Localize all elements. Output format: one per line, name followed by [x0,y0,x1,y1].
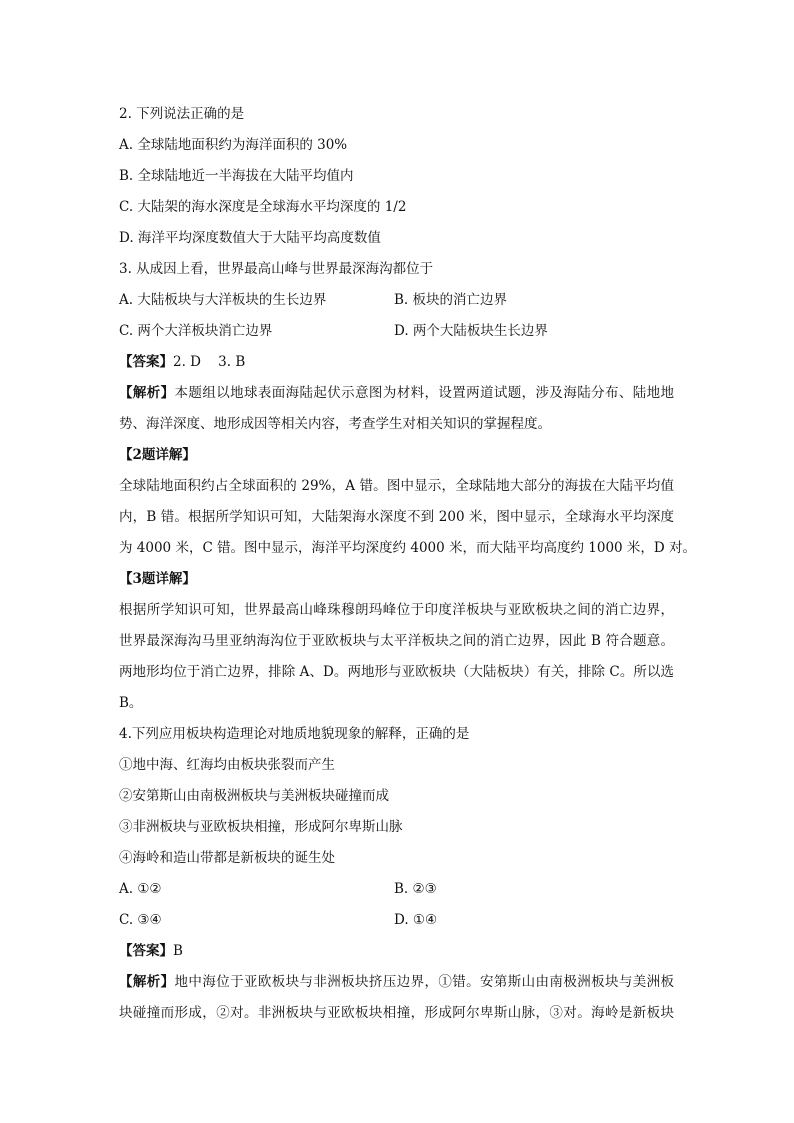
analysis-label: 【解析】 [119,385,175,401]
answer-text: B [173,943,183,959]
q3-option-b: B. 板块的消亡边界 [394,292,508,308]
q4-option-b: B. ②③ [394,881,437,897]
q4-option-d: D. ①④ [394,912,438,928]
q4-statement-2: ②安第斯山由南极洲板块与美洲板块碰撞而成 [119,788,389,804]
q4-statement-4: ④海岭和造山带都是新板块的诞生处 [119,850,335,866]
answer-text: 2. D 3. B [173,354,246,370]
q2-stem: 2. 下列说法正确的是 [119,106,245,122]
detail-3-line-2: 世界最深海沟马里亚纳海沟位于亚欧板块与太平洋板块之间的消亡边界，因此 B 符合题意。 [119,633,674,649]
q4-stem: 4.下列应用板块构造理论对地质地貌现象的解释，正确的是 [119,726,470,742]
detail-2-line-1: 全球陆地面积约占全球面积的 29%，A 错。图中显示，全球陆地大部分的海拔在大陆平均值 [119,478,674,494]
q2-option-b: B. 全球陆地近一半海拔在大陆平均值内 [119,168,354,184]
analysis-text: 本题组以地球表面海陆起伏示意图为材料，设置两道试题，涉及海陆分布、陆地地 [174,385,675,401]
detail-2-line-3: 为 4000 米，C 错。图中显示，海洋平均深度约 4000 米，而大陆平均高度约 1000 米，D 对。 [119,540,697,556]
analysis-1-line-1 [119,383,674,403]
analysis-1-line-2: 势、海洋深度、地形成因等相关内容，考查学生对相关知识的掌握程度。 [119,416,551,432]
q3-option-a: A. 大陆板块与大洋板块的生长边界 [119,292,327,308]
answer-line-1 [119,352,245,372]
q3-option-c: C. 两个大洋板块消亡边界 [119,323,273,339]
detail-3-line-4: B。 [119,695,143,711]
q2-option-a: A. 全球陆地面积约为海洋面积的 30% [119,137,348,153]
q3-option-d: D. 两个大陆板块生长边界 [394,323,548,339]
detail-3-label: 【3题详解】 [119,571,196,587]
q4-statement-3: ③非洲板块与亚欧板块相撞，形成阿尔卑斯山脉 [119,819,403,835]
detail-2-label: 【2题详解】 [119,447,196,463]
q4-statement-1: ①地中海、红海均由板块张裂而产生 [119,757,335,773]
analysis-text: 地中海位于亚欧板块与非洲板块挤压边界，①错。安第斯山由南极洲板块与美洲板 [174,974,675,990]
analysis-2-line-2: 块碰撞而形成，②对。非洲板块与亚欧板块相撞，形成阿尔卑斯山脉，③对。海岭是新板块 [119,1005,674,1021]
answer-label: 【答案】 [119,354,173,370]
analysis-label: 【解析】 [119,974,175,990]
detail-2-line-2: 内，B 错。根据所学知识可知，大陆架海水深度不到 200 米，图中显示，全球海水平均深度 [119,509,674,525]
q3-stem: 3. 从成因上看，世界最高山峰与世界最深海沟都位于 [119,261,434,277]
answer-line-2 [119,941,183,961]
q2-option-d: D. 海洋平均深度数值大于大陆平均高度数值 [119,230,381,246]
q4-option-a: A. ①② [119,881,162,897]
analysis-2-line-1 [119,972,674,992]
q4-option-c: C. ③④ [119,912,162,928]
answer-label: 【答案】 [119,943,173,959]
q2-option-c: C. 大陆架的海水深度是全球海水平均深度的 1/2 [119,199,407,215]
detail-3-line-1: 根据所学知识可知，世界最高山峰珠穆朗玛峰位于印度洋板块与亚欧板块之间的消亡边界， [119,602,674,618]
detail-3-line-3: 两地形均位于消亡边界，排除 A、D。两地形与亚欧板块（大陆板块）有关，排除 C。所以选 [119,664,674,680]
